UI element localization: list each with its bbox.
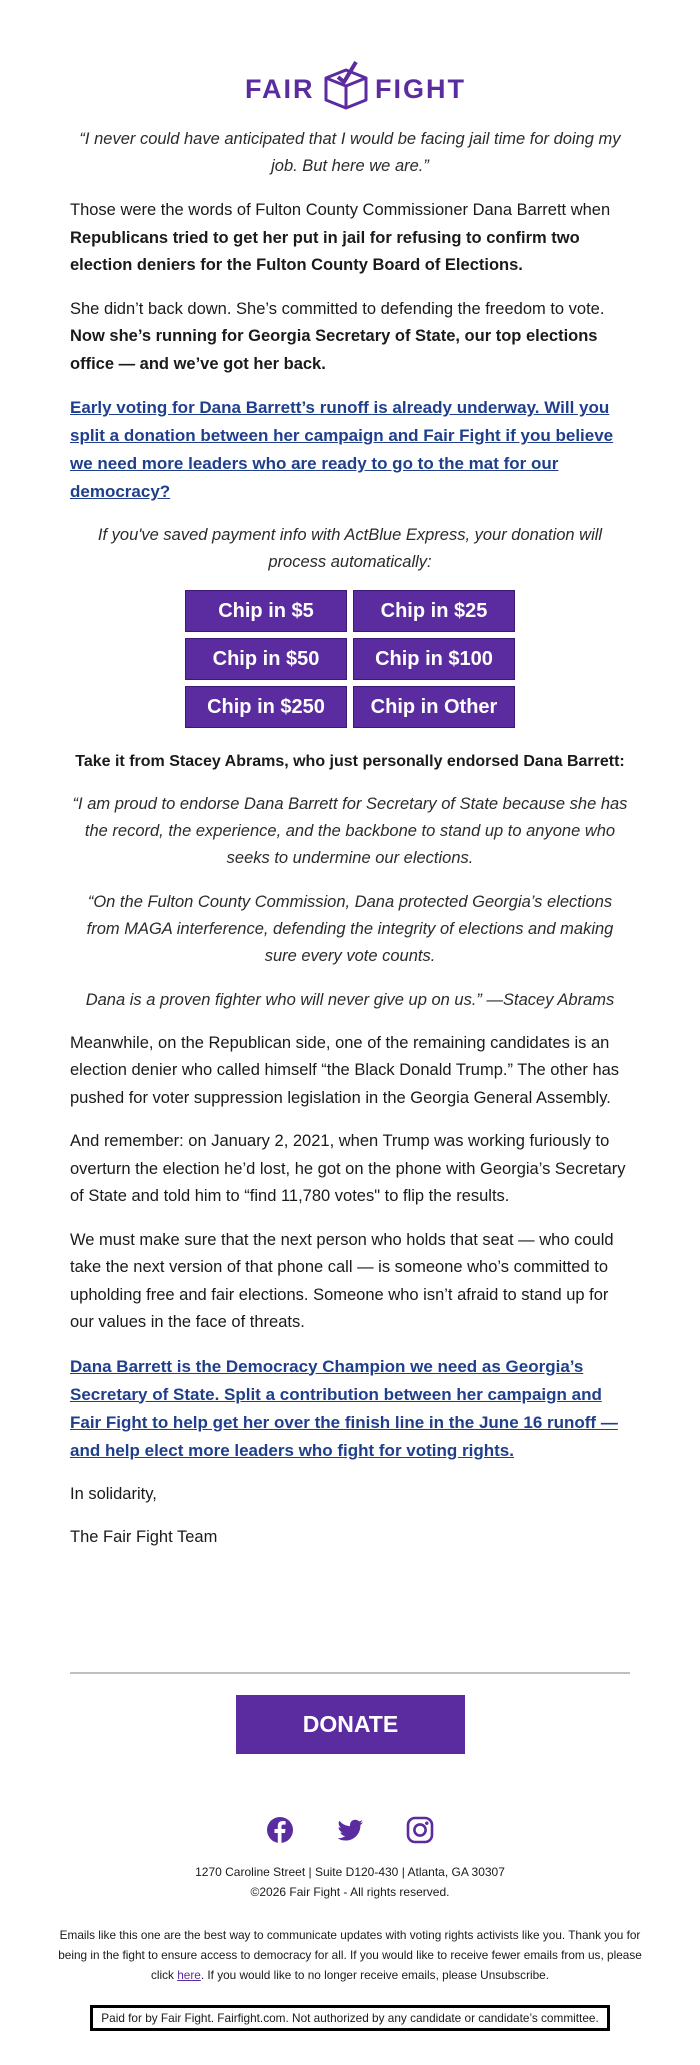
donation-buttons: [185, 590, 515, 728]
cta-early-voting: [70, 394, 630, 506]
ballot-box-logo-icon: [245, 58, 466, 108]
fewer-emails-link[interactable]: here: [177, 1968, 201, 1982]
cta-democracy-champion: [70, 1353, 630, 1465]
endorsement-intro: Take it from Stacey Abrams, who just personally endorsed Dana Barrett:: [75, 753, 625, 770]
opening-quote: “I never could have anticipated that I would be facing jail time for doing my job. But here we are.”: [79, 130, 621, 175]
chip-in-25-button[interactable]: Chip in $25: [353, 590, 515, 632]
facebook-icon[interactable]: [266, 1816, 294, 1844]
email-body: [70, 126, 630, 1552]
signoff: In solidarity,: [70, 1484, 157, 1503]
paragraph-next-person: We must make sure that the next person who holds that seat — who could take the next version of that phone call — is someone who’s committed to upholding free and fair elections. Someone who isn’t afraid to stand up for our values in the face of threats.: [70, 1230, 614, 1331]
paragraph-dana-jail: Those were the words of Fulton County Commissioner Dana Barrett when Republicans tried to get her put in jail for refusing to confirm two election deniers for the Fulton County Board of Elections.: [70, 201, 611, 274]
signature: The Fair Fight Team: [70, 1528, 218, 1546]
social-links: [0, 1816, 700, 1844]
paragraph-running: She didn’t back down. She’s committed to defending the freedom to vote. Now she’s running for Georgia Secretary of State, our top elections office — and we’ve got her back.: [70, 299, 605, 373]
abrams-quote-2: “On the Fulton County Commission, Dana protected Georgia’s elections from MAGA interference, defending the integrity of elections and making sure every vote counts.: [86, 892, 614, 965]
svg-text:FAIR: FAIR: [245, 74, 315, 104]
actblue-note: If you've saved payment info with ActBlue Express, your donation will process automatically:: [97, 526, 603, 571]
cta-link-early-voting[interactable]: Early voting for Dana Barrett’s runoff is already underway. Will you split a donation between her campaign and Fair Fight if you believe we need more leaders who are ready to go to the mat for our democracy?: [70, 398, 614, 501]
chip-in-5-button[interactable]: Chip in $5: [185, 590, 347, 632]
chip-in-100-button[interactable]: Chip in $100: [353, 638, 515, 680]
paragraph-remember: And remember: on January 2, 2021, when Trump was working furiously to overturn the election he’d lost, he got on the phone with Georgia’s Secretary of State and told him to “find 11,780 votes" to flip the results.: [70, 1132, 626, 1205]
abrams-quote-3: Dana is a proven fighter who will never give up on us.” —Stacey Abrams: [85, 990, 615, 1009]
abrams-quote-1: “I am proud to endorse Dana Barrett for Secretary of State because she has the record, the experience, and the backbone to stand up to anyone who seeks to undermine our elections.: [72, 794, 628, 867]
instagram-icon[interactable]: [406, 1816, 434, 1844]
fair-fight-logo[interactable]: [0, 58, 700, 108]
footer-fine-print: Emails like this one are the best way to communicate updates with voting rights activists like you. Thank you for being in the fight to ensure access to democracy for all. If you would like to receive fewer emails from us, please click here. If you would like to no longer receive emails, please Unsubscribe.: [58, 1928, 642, 1982]
chip-in-50-button[interactable]: Chip in $50: [185, 638, 347, 680]
cta-link-democracy-champion[interactable]: Dana Barrett is the Democracy Champion we need as Georgia’s Secretary of State. Split a contribution between her campaign and Fair Fight to help get her over the finish line in the June 16 runoff — and help elect more leaders who fight for voting rights.: [70, 1356, 618, 1460]
donate-button[interactable]: DONATE: [236, 1695, 465, 1754]
twitter-icon[interactable]: [336, 1816, 364, 1844]
footer-address: 1270 Caroline Street | Suite D120-430 | Atlanta, GA 30307: [195, 1865, 505, 1879]
chip-in-250-button[interactable]: Chip in $250: [185, 686, 347, 728]
footer-address-block: [0, 1862, 700, 1902]
svg-text:FIGHT: FIGHT: [375, 74, 466, 104]
paragraph-republican-side: Meanwhile, on the Republican side, one of the remaining candidates is an election denier who called himself “the Black Donald Trump.” The other has pushed for voter suppression legislation in the Georgia General Assembly.: [70, 1033, 620, 1107]
paid-for-disclaimer: Paid for by Fair Fight. Fairfight.com. Not authorized by any candidate or candidate’s committee.: [90, 2005, 610, 2031]
chip-in-other-button[interactable]: Chip in Other: [353, 686, 515, 728]
footer-copyright: ©2026 Fair Fight - All rights reserved.: [250, 1885, 450, 1899]
divider: [70, 1672, 630, 1674]
